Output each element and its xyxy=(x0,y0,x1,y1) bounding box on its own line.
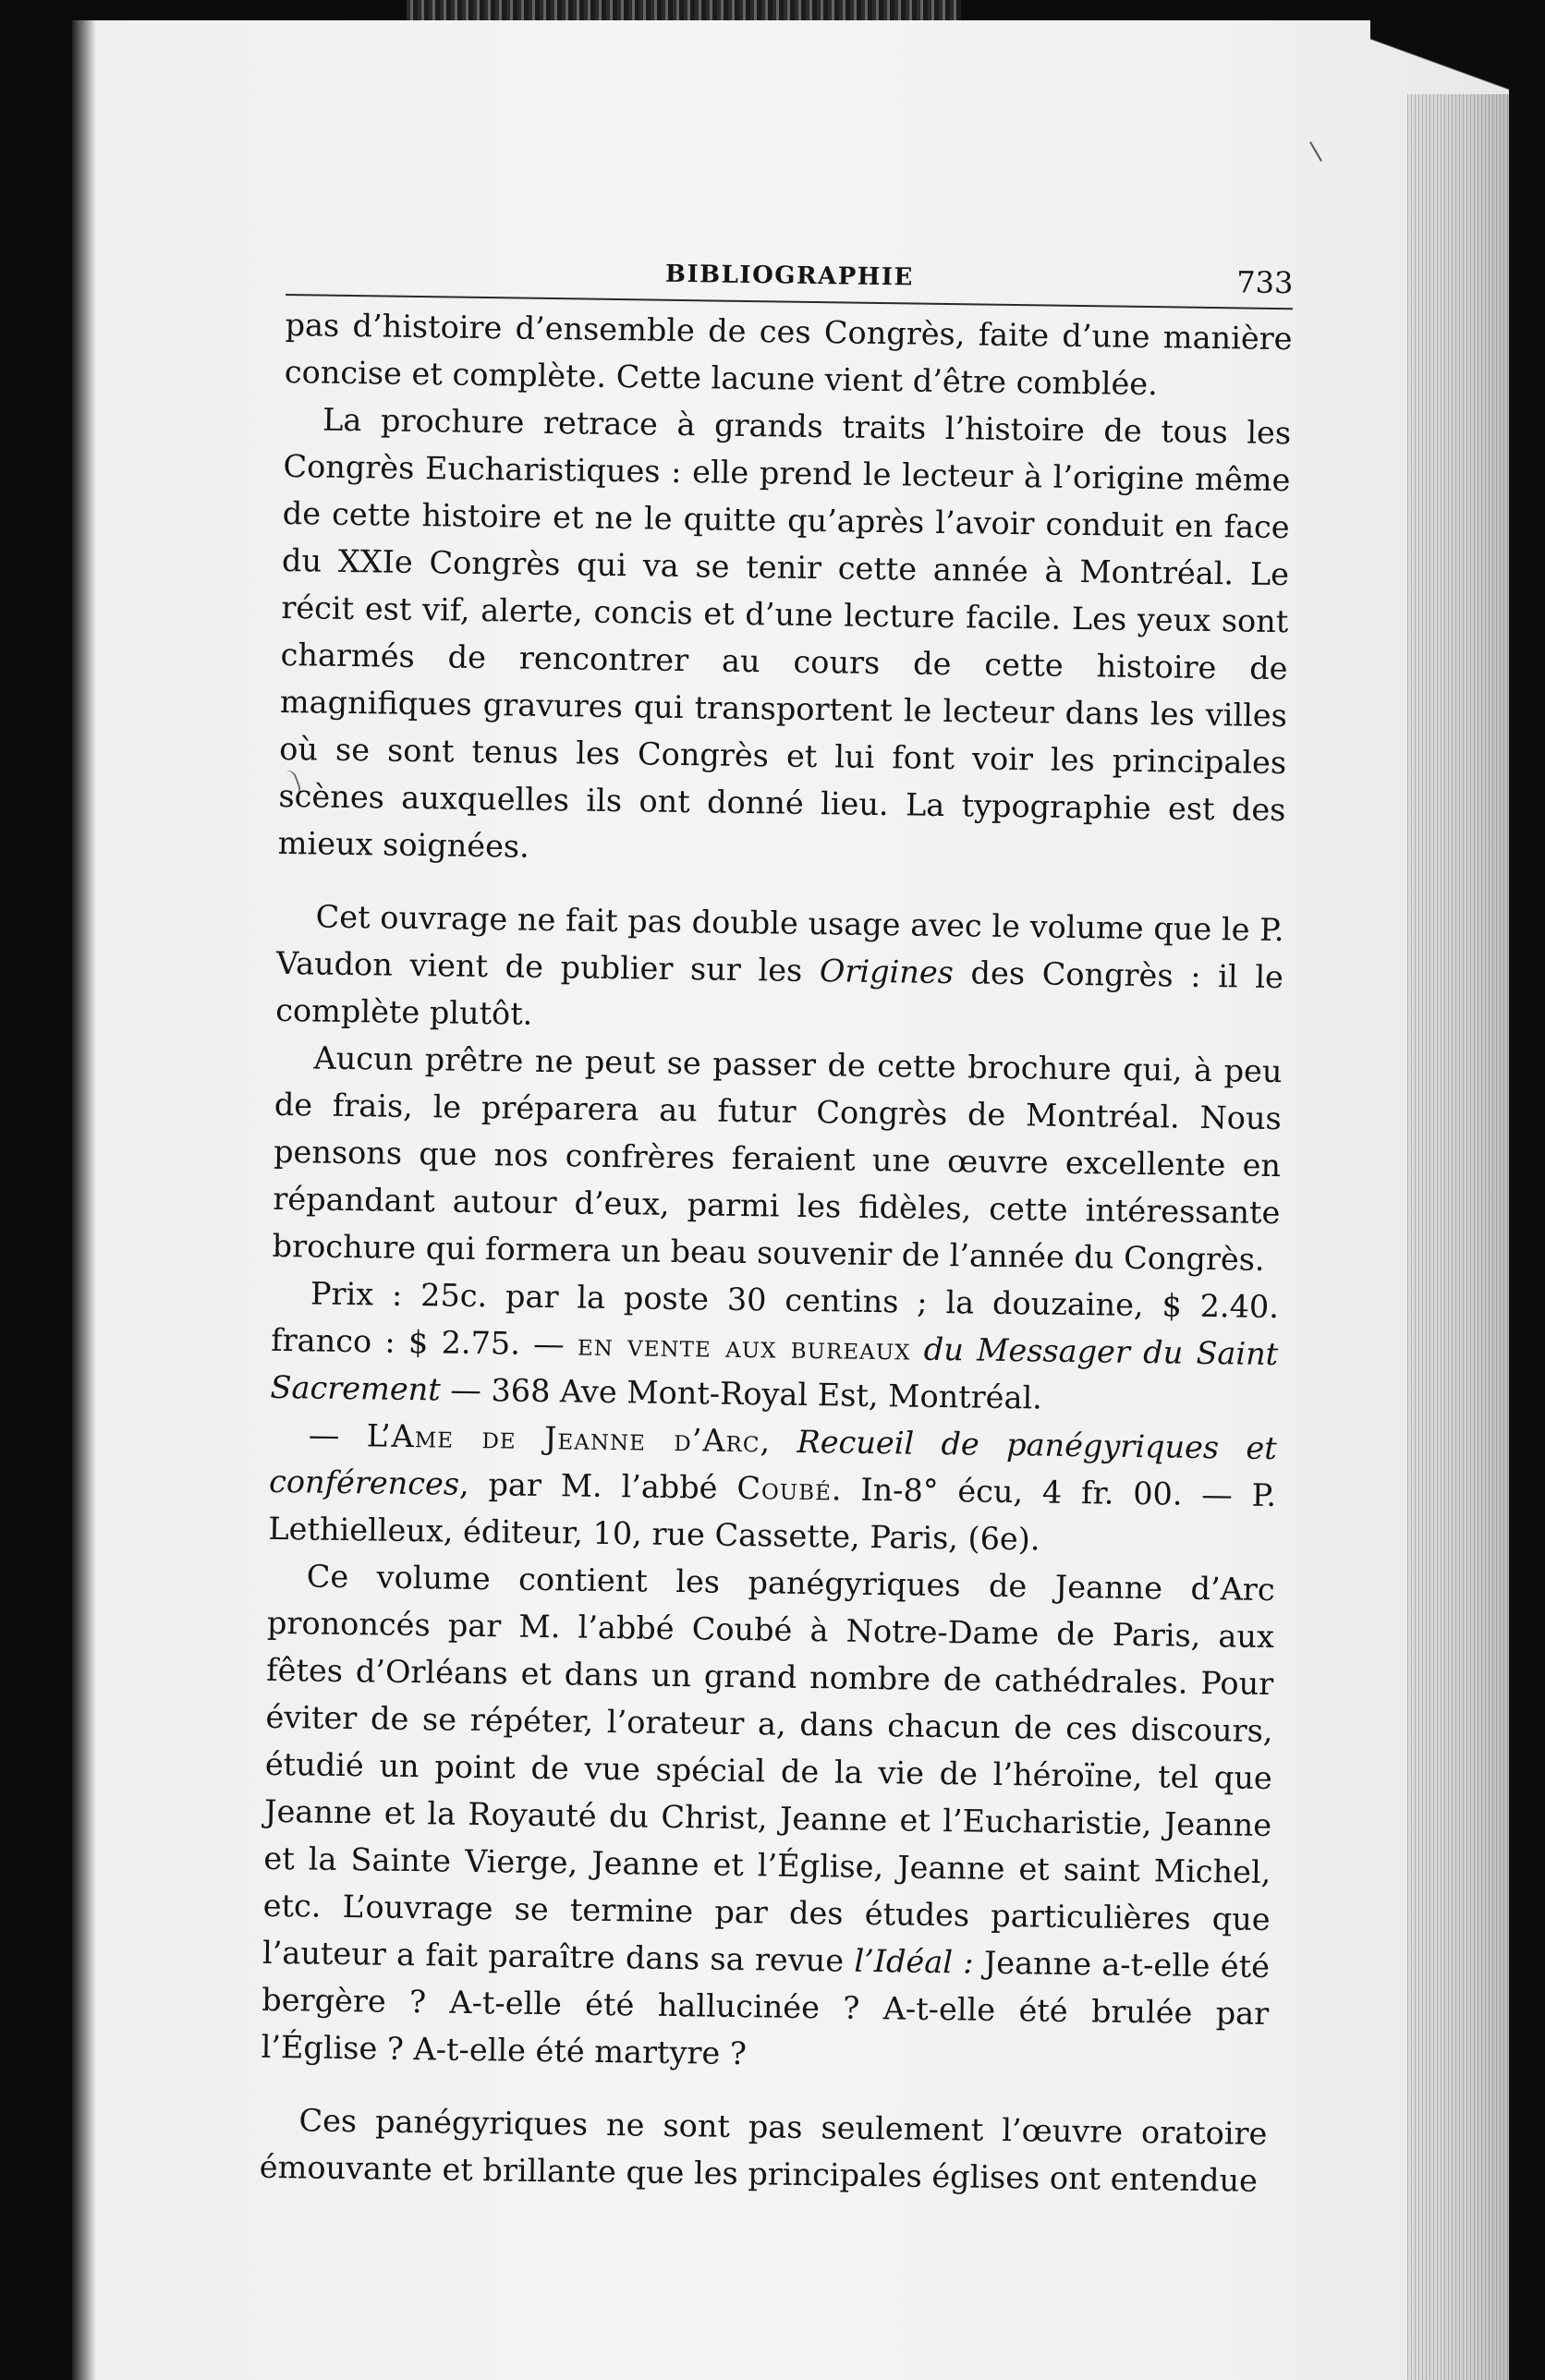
scan-artifact xyxy=(1309,141,1322,162)
text-block xyxy=(259,235,1293,2204)
entry-dash: — xyxy=(308,1416,368,1454)
paragraph-7 xyxy=(261,1552,1275,2084)
page-number: 733 xyxy=(1236,264,1294,301)
paragraph-3-text: Cet ouvrage ne fait pas double usage avec le volume que le P. Vaudon vient de publier sur les xyxy=(275,898,1284,990)
paragraph-1: pas d’histoire d’ensemble de ces Congrès, faite d’une manière concise et complète. Cette lacune vient d’être comblée. xyxy=(284,306,1293,403)
entry-by: , par M. l’abbé xyxy=(458,1465,737,1506)
journal-name: l’Idéal : xyxy=(854,1942,974,1981)
running-head-title: BIBLIOGRAPHIE xyxy=(664,260,915,292)
paragraph-3-end: des Congrès : il le complète plutôt. xyxy=(275,954,1284,1032)
price-text: Prix : 25c. par la poste 30 centins ; la douzaine, $ 2.40. franco : $ 2.75. — xyxy=(271,1275,1280,1363)
paragraph-4: Aucun prêtre ne peut se passer de cette brochure qui, à peu de frais, le préparera au futur Congrès de Montréal. Nous pensons que nos confrères feraient une œuvre excellente en répandant autour d’eux, parmi les fidèles, cette intéressante brochure qui formera un beau souvenir de l’année du Congrès. xyxy=(272,1039,1283,1278)
paragraph-3 xyxy=(275,892,1284,1048)
paragraph-8: Ces panégyriques ne sont pas seulement l’œuvre oratoire émouvante et brillante que les principales églises ont entendue xyxy=(259,2102,1268,2199)
paragraph-7-end: Jeanne a-t-elle été bergère ? A-t-elle été hallucinée ? A-t-elle été brulée par l’Église ? A-t-elle été martyre ? xyxy=(261,1944,1271,2072)
paragraph-2: La prochure retrace à grands traits l’histoire de tous les Congrès Eucharistiques : elle prend le lecteur à l’origine même de cette histoire et ne le quitte qu’après l’avoir conduit en face du XXIe Congrès qui va se tenir cette année à Montréal. Le récit est vif, alerte, concis et d’une lecture facile. Les yeux sont charmés de rencontrer au cours de cette histoire de magnifiques gravures qui transportent le lecteur dans les villes où se sont tenus les Congrès et lui font voir les principales scènes auxquelles ils ont donné lieu. La typographie est des mieux soignées. xyxy=(277,401,1292,865)
book-entry xyxy=(268,1411,1277,1566)
book-title: L’Ame de Jeanne d’Arc xyxy=(366,1417,760,1460)
entry-comma: , xyxy=(760,1423,797,1460)
paragraph-3-italic: Origines xyxy=(819,953,955,991)
paragraph-7-text: Ce volume contient les panégyriques de Jeanne d’Arc prononcés par M. l’abbé Coubé à Notre-Dame de Paris, aux fêtes d’Orléans et dans un grand nombre de cathédrales. Pour éviter de se répéter, l’orateur a, dans chacun de ces discours, étudié un point de vue spécial de la vie de l’héroïne, tel que Jeanne et la Royauté du Christ, Jeanne et l’Eucharistie, Jeanne et la Sainte Vierge, Jeanne et l’Église, Jeanne et saint Michel, etc. L’ouvrage se termine par des études particulières que l’auteur a fait paraître dans sa revue xyxy=(262,1558,1275,1979)
spine-shadow xyxy=(72,20,96,2380)
scanned-page xyxy=(72,20,1509,2380)
running-head xyxy=(286,235,1294,304)
price-paragraph xyxy=(270,1269,1279,1425)
page-fore-edge xyxy=(1407,94,1509,2380)
publisher-address: — 368 Ave Mont-Royal Est, Montréal. xyxy=(440,1371,1043,1416)
sale-notice: en vente aux bureaux xyxy=(577,1326,911,1367)
entry-details: . In-8° écu, 4 fr. 00. — P. Lethielleux, éditeur, 10, rue Cassette, Paris, (6e). xyxy=(268,1471,1277,1558)
book-subtitle: Recueil de panégyriques et conférences xyxy=(268,1423,1278,1502)
publisher-name: du Messager du Saint Sacrement xyxy=(270,1330,1279,1408)
book-author: Coubé xyxy=(736,1469,833,1508)
